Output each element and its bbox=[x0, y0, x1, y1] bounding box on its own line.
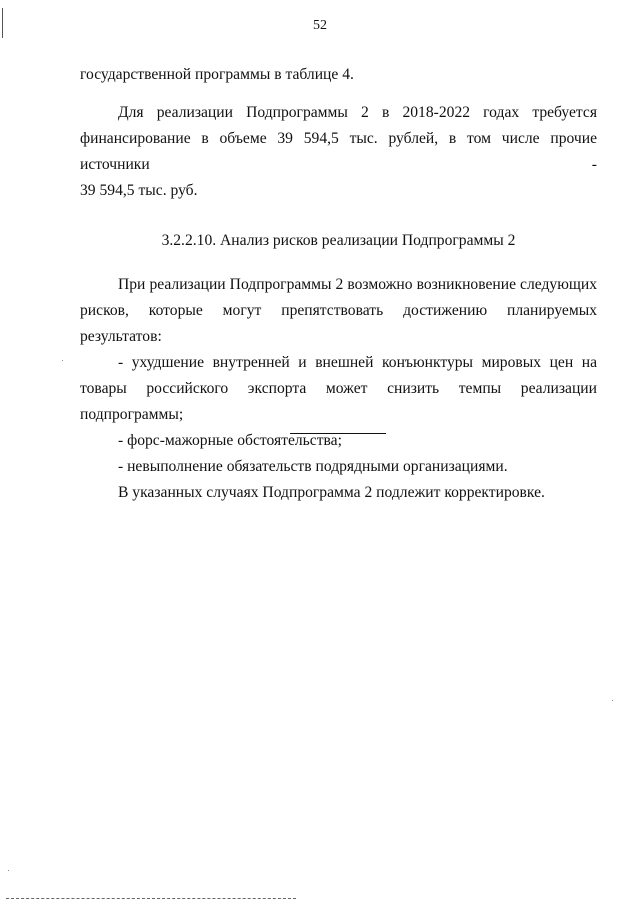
risk-list bbox=[80, 350, 597, 480]
paragraph-financing-line-1: Для реализации Подпрограммы 2 в 2018-2022 годах требуется bbox=[118, 104, 597, 121]
paragraph-risks-intro: При реализации Подпрограммы 2 возможно возникновение следующих рисков, которые могут препятствовать достижению планируемых результатов: bbox=[80, 276, 597, 345]
risk-item: - форс-мажорные обстоятельства; bbox=[118, 432, 342, 449]
closing-rule bbox=[290, 433, 386, 434]
risk-item: - невыполнение обязательств подрядными организациями. bbox=[118, 458, 508, 475]
paragraph-financing-line-3: 39 594,5 тыс. руб. bbox=[80, 182, 198, 199]
paragraph-financing-line-2: финансирование в объеме 39 594,5 тыс. рублей, в том числе прочие источники - bbox=[80, 130, 597, 173]
document-body bbox=[80, 62, 597, 506]
scan-bottom-edge bbox=[6, 898, 296, 899]
paragraph-continuation: государственной программы в таблице 4. bbox=[80, 66, 354, 83]
section-heading: 3.2.2.10. Анализ рисков реализации Подпрограммы 2 bbox=[161, 232, 516, 249]
risk-item: - ухудшение внутренней и внешней конъюнктуры мировых цен на товары российского экспорта может снизить темпы реализации подпрограммы; bbox=[80, 354, 597, 423]
page-number: 52 bbox=[313, 18, 327, 33]
scan-speck bbox=[8, 870, 9, 871]
scan-speck bbox=[612, 700, 613, 701]
paragraph-conclusion: В указанных случаях Подпрограмма 2 подлежит корректировке. bbox=[118, 484, 545, 501]
scan-speck bbox=[62, 360, 63, 361]
